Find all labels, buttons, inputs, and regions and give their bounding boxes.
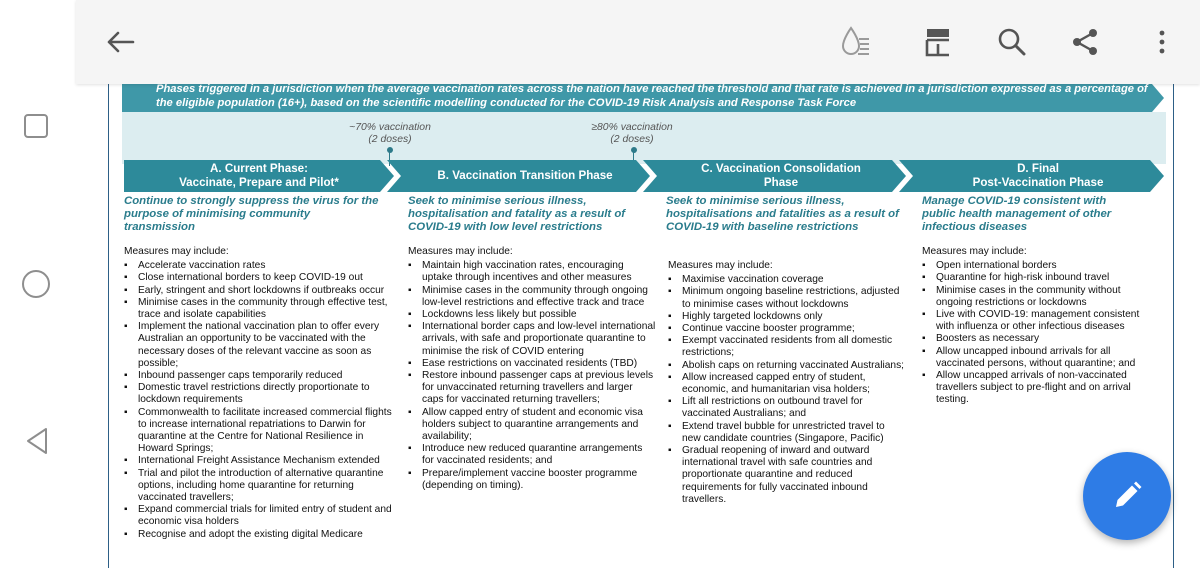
phase-b-goal: Seek to minimise serious illness, hospitalisation and fatality as a result of COVID-19 with low level restrictions <box>408 195 626 233</box>
phase-a-goal: Continue to strongly suppress the virus for the purpose of minimising community transmission <box>124 195 379 233</box>
list-item: ▪ Boosters as necessary <box>922 333 1146 345</box>
list-item: ▪ Introduce new reduced quarantine arrangements for vaccinated residents; and <box>408 443 656 467</box>
list-item: ▪ Minimise cases in the community through ongoing low-level restrictions and effective track and trace <box>408 285 656 309</box>
measures-heading: Measures may include: <box>408 246 513 257</box>
list-item: ▪ Restore inbound passenger caps at previous levels for unvaccinated returning travellers and larger caps for vaccinated returning travellers; <box>408 370 656 407</box>
document-page[interactable] <box>100 84 1190 568</box>
measures-heading: Measures may include: <box>922 246 1027 257</box>
phase-trigger-banner <box>122 84 1164 112</box>
list-item: ▪ Extend travel bubble for unrestricted travel to new candidate countries (Singapore, Pacific) <box>668 421 906 445</box>
list-item: ▪ Quarantine for high-risk inbound travel <box>922 272 1146 284</box>
list-item: ▪ Inbound passenger caps temporarily reduced <box>124 370 400 382</box>
list-item: ▪ Minimise cases in the community through effective test, trace and isolate capabilities <box>124 297 400 321</box>
measures-list <box>408 260 656 492</box>
list-item: ▪ Maintain high vaccination rates, encouraging uptake through incentives and other measures <box>408 260 656 284</box>
share-icon[interactable] <box>1065 22 1105 62</box>
list-item: ▪ Recognise and adopt the existing digital Medicare <box>124 529 400 541</box>
banner-text: Phases triggered in a jurisdiction when the average vaccination rates across the nation have reached the threshold and that rate is achieved in a jurisdiction expressed as a percentage of the eligible population (16+), based on the scientific modelling conducted for the COVID-19 Risk Analysis and Response Task Force <box>156 84 1148 109</box>
list-item: ▪ Accelerate vaccination rates <box>124 260 400 272</box>
list-item: ▪ Continue vaccine booster programme; <box>668 323 906 335</box>
list-item: ▪ Gradual reopening of inward and outward international travel with safe countries and proportionate quarantine and reduced requirements for fully vaccinated inbound travellers. <box>668 445 906 506</box>
more-vert-icon[interactable] <box>1142 22 1182 62</box>
arrow-left-icon[interactable] <box>100 22 140 62</box>
list-item: ▪ Ease restrictions on vaccinated residents (TBD) <box>408 358 656 370</box>
measures-heading: Measures may include: <box>668 260 773 271</box>
phase-c-measures <box>668 260 906 506</box>
list-item: ▪ Minimise cases in the community without ongoing restrictions or lockdowns <box>922 285 1146 309</box>
list-item: ▪ International Freight Assistance Mechanism extended <box>124 455 400 467</box>
phase-d-goal: Manage COVID-19 consistent with public health management of other infectious diseases <box>922 195 1112 233</box>
list-item: ▪ Trial and pilot the introduction of alternative quarantine options, including home quarantine for returning vaccinated travellers; <box>124 468 400 505</box>
list-item: ▪ Minimum ongoing baseline restrictions, adjusted to minimise cases without lockdowns <box>668 286 906 310</box>
back-triangle-icon[interactable] <box>24 426 50 461</box>
list-item: ▪ Allow uncapped inbound arrivals for all vaccinated persons, without quarantine; and <box>922 346 1146 370</box>
phase-c-header: C. Vaccination Consolidation Phase <box>701 162 861 189</box>
list-item: ▪ Expand commercial trials for limited entry of student and economic visa holders <box>124 504 400 528</box>
edit-pencil-icon <box>1110 479 1144 513</box>
list-item: ▪ Open international borders <box>922 260 1146 272</box>
phase-d-header: D. Final Post-Vaccination Phase <box>972 162 1104 189</box>
phase-d-measures <box>922 246 1146 407</box>
measures-list <box>922 260 1146 406</box>
list-item: ▪ Commonwealth to facilitate increased commercial flights to increase international repatriations to Darwin for quarantine at the Centre for National Resilience in Howard Springs; <box>124 407 400 456</box>
app-toolbar <box>76 0 1200 84</box>
list-item: ▪ Domestic travel restrictions directly proportionate to lockdown requirements <box>124 382 400 406</box>
reading-mode-icon[interactable] <box>836 22 876 62</box>
threshold-80-label: ≥80% vaccination (2 doses) <box>591 122 673 145</box>
list-item: ▪ Exempt vaccinated residents from all domestic restrictions; <box>668 335 906 359</box>
list-item: ▪ Highly targeted lockdowns only <box>668 311 906 323</box>
phase-c-goal: Seek to minimise serious illness, hospitalisations and fatalities as a result of COVID-19 with baseline restrictions <box>666 195 899 233</box>
search-icon[interactable] <box>992 22 1032 62</box>
edit-fab-button[interactable] <box>1083 452 1171 540</box>
list-item: ▪ Early, stringent and short lockdowns if outbreaks occur <box>124 285 400 297</box>
phase-b-measures <box>408 246 656 492</box>
list-item: ▪ Abolish caps on returning vaccinated Australians; <box>668 360 906 372</box>
measures-list <box>124 260 400 541</box>
measures-heading: Measures may include: <box>124 246 229 257</box>
list-item: ▪ Allow increased capped entry of student, economic, and humanitarian visa holders; <box>668 372 906 396</box>
list-item: ▪ Allow uncapped arrivals of non-vaccinated travellers subject to pre-flight and on arrival testing. <box>922 370 1146 407</box>
list-item: ▪ Allow capped entry of student and economic visa holders subject to quarantine arrangements and availability; <box>408 407 656 444</box>
list-item: ▪ Implement the national vaccination plan to offer every Australian an opportunity to be vaccinated with the necessary doses of the relevant vaccine as soon as possible; <box>124 321 400 370</box>
measures-list <box>668 274 906 506</box>
system-nav-bar <box>0 0 76 568</box>
list-item: ▪ Live with COVID-19: management consistent with influenza or other infectious diseases <box>922 309 1146 333</box>
phase-a-measures <box>124 246 400 541</box>
threshold-70-label: ~70% vaccination (2 doses) <box>349 122 431 145</box>
list-item: ▪ Lockdowns less likely but possible <box>408 309 656 321</box>
threshold-80-pin-icon <box>631 147 637 153</box>
list-item: ▪ Lift all restrictions on outbound travel for vaccinated Australians; and <box>668 396 906 420</box>
list-item: ▪ Close international borders to keep COVID-19 out <box>124 272 400 284</box>
phase-a-header: A. Current Phase: Vaccinate, Prepare and Pilot* <box>179 162 339 189</box>
home-circle-icon[interactable] <box>22 270 50 298</box>
threshold-70-pin-icon <box>387 147 393 153</box>
list-item: ▪ Prepare/implement vaccine booster programme (depending on timing). <box>408 468 656 492</box>
recents-square-icon[interactable] <box>24 114 48 138</box>
bookmark-icon[interactable] <box>918 22 958 62</box>
phase-b-header: B. Vaccination Transition Phase <box>437 169 613 182</box>
list-item: ▪ International border caps and low-level international arrivals, with safe and proportionate quarantine to minimise the risk of COVID entering <box>408 321 656 358</box>
list-item: ▪ Maximise vaccination coverage <box>668 274 906 286</box>
